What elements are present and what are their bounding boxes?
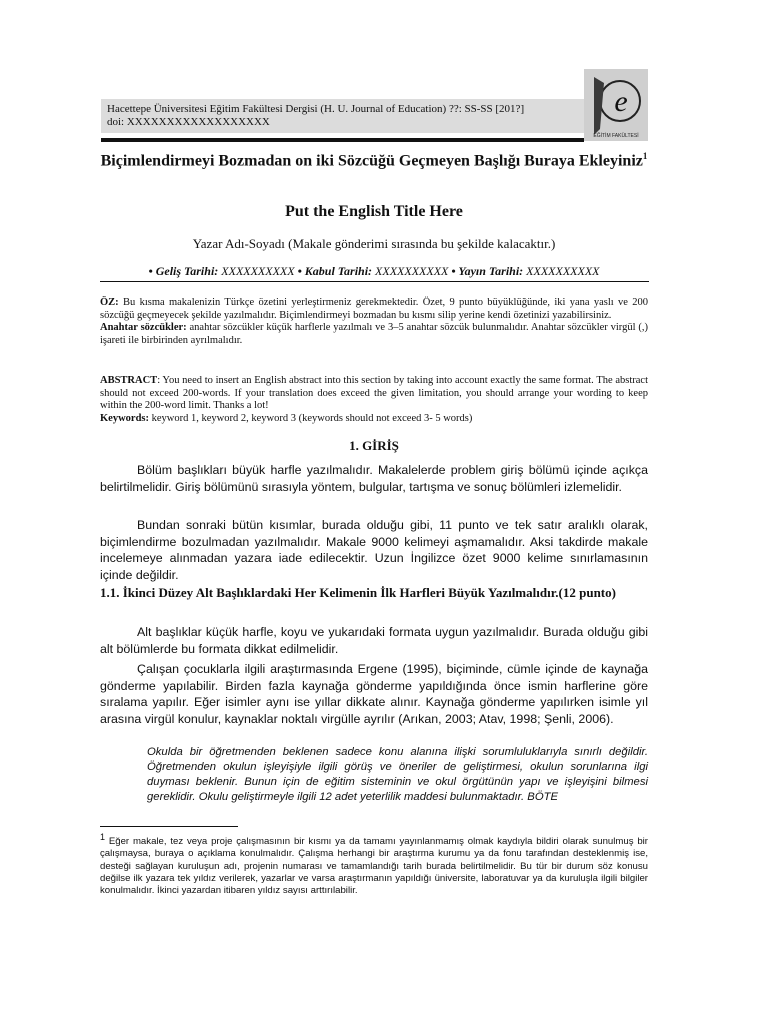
abstract-block bbox=[100, 375, 648, 425]
journal-line: Hacettepe Üniversitesi Eğitim Fakültesi Dergisi (H. U. Journal of Education) ??: SS-SS [201?] bbox=[107, 103, 525, 115]
logo-text: EĞİTİM FAKÜLTESİ bbox=[593, 133, 639, 139]
oz-label: ÖZ: bbox=[100, 297, 119, 308]
author-line: Yazar Adı-Soyadı (Makale gönderimi sırasında bu şekilde kalacaktır.) bbox=[192, 236, 556, 251]
oz-block bbox=[100, 297, 648, 347]
journal-logo bbox=[584, 69, 648, 141]
paragraph: Bundan sonraki bütün kısımlar, burada olduğu gibi, 11 punto ve tek satır aralıklı olarak, biçimlendirme bozulmadan yazılmalıdır. Makale 9000 kelimeyi aşmamalıdır. Aksi takdirde makale incelemeye alınmadan yazara iade edilecektir. Uzun İngilizce özet 9000 kelime sınırlamasının içinde değildir. bbox=[100, 518, 648, 582]
footnote-rule bbox=[100, 826, 238, 827]
oz-text: Bu kısma makalenizin Türkçe özetini yerleştirmeniz gerekmektedir. Özet, 9 punto büyüklüğünde, iki yana yaslı ve 200 sözcüğü geçmeyecek şekilde yazılmalıdır. Biçimlendirmeyi bozmadan bu kısmı silip yerine kendi özetinizi yazabilirsiniz. bbox=[100, 297, 648, 321]
keywords-label: Keywords: bbox=[100, 412, 149, 424]
title-tr-text: Biçimlendirmeyi Bozmadan on iki Sözcüğü Geçmeyen Başlığı Buraya Ekleyiniz bbox=[100, 152, 643, 170]
accepted-label: Kabul Tarihi: bbox=[304, 264, 373, 278]
doi-line: doi: XXXXXXXXXXXXXXXXXX bbox=[107, 116, 270, 128]
abstract-text: : You need to insert an English abstract into this section by taking into account exactly the same format. The abstract should not exceed 200-words. If your translation does exceed the given limitation, you should arrange your wording to keep within the 200-word limit. Thanks a lot! bbox=[100, 375, 648, 411]
title-turkish bbox=[100, 146, 648, 171]
title-english: Put the English Title Here bbox=[285, 203, 463, 220]
section-heading-giris: 1. GİRİŞ bbox=[349, 438, 399, 453]
subsection-heading: 1.1. İkinci Düzey Alt Başlıklardaki Her Kelimenin İlk Harfleri Büyük Yazılmalıdır.(12 punto) bbox=[100, 585, 616, 600]
dates-line: • Geliş Tarihi: XXXXXXXXXX • Kabul Tarihi: XXXXXXXXXX • Yayın Tarihi: XXXXXXXXXX bbox=[148, 264, 600, 278]
logo-letter: e bbox=[614, 85, 628, 118]
footnote bbox=[100, 831, 648, 897]
footnote-text: Eğer makale, tez veya proje çalışmasının bir kısmı ya da tamamı yayınlanmamış olmak kaydıyla bildiri olarak sunulmuş bir çalışmaysa, buraya o açıklama konulmalıdır. Çalışma herhangi bir araştırma kurumu ya da fonu tarafından desteklenmiş ise, desteği sağlayan kuruluşun adı, projenin numarası ve tamamlandığı tarih burada belirtilmelidir. Bu tür bir durum söz konusu değilse ilk yazara tek yıldız verilerek, yazarlar ve varsa araştırmanın yapıldığı üniversite, laboratuvar ya da kuruluşla ilgili bilgiler konulmalıdır. İkinci yazardan itibaren yıldız sayısı arttırılabilir. bbox=[100, 836, 648, 896]
accepted-value: XXXXXXXXXX bbox=[375, 264, 449, 278]
journal-header bbox=[101, 99, 584, 133]
dates-rule bbox=[100, 281, 649, 282]
logo-emblem-icon bbox=[584, 69, 648, 141]
published-value: XXXXXXXXXX bbox=[526, 264, 600, 278]
paragraph: Bölüm başlıkları büyük harfle yazılmalıdır. Makalelerde problem giriş bölümü içinde açıkça belirtilmelidir. Giriş bölümünü sırasıyla yöntem, bulgular, tartışma ve sonuç bölümleri izlemelidir. bbox=[100, 463, 648, 494]
paragraph: Çalışan çocuklarla ilgili araştırmasında Ergene (1995), biçiminde, cümle içinde de kaynağa gönderme yapılabilir. Birden fazla kaynağa gönderme yapıldığında önce ismin harflerine göre sıralama yapılır. Eğer isimler aynı ise yıllar dikkate alınır. Kaynağa gönderme yapılırken isimle yıl arasına virgül konulur, kaynaklar noktalı virgülle ayrılır (Arıkan, 2003; Atav, 1998; Şenli, 2006). bbox=[100, 662, 648, 726]
anahtar-text: anahtar sözcükler küçük harflerle yazılmalı ve 3–5 anahtar sözcük bulunmalıdır. Anahtar sözcükler virgül (,) işareti ile birbirinden ayrılmalıdır. bbox=[100, 322, 648, 346]
keywords-text: keyword 1, keyword 2, keyword 3 (keywords should not exceed 3- 5 words) bbox=[149, 412, 473, 424]
received-label: Geliş Tarihi: bbox=[155, 264, 219, 278]
anahtar-label: Anahtar sözcükler: bbox=[100, 322, 187, 333]
block-quote: Okulda bir öğretmenden beklenen sadece konu alanına ilişki sorumluluklarıyla sınırlı değildir. Öğretmenden okulun işleyişiyle ilgili görüş ve öneriler de geliştirmesi, okulun sorunlarına ilgi duyması beklenir. Bunun için de eğitim sisteminin ve okul örgütünün yapı ve işleyişini bilmesi gereklidir. Okulu geliştirmeyle ilgili 12 adet yeterlilik maddesi bulunmaktadır. BÖTE bbox=[147, 746, 648, 803]
received-value: XXXXXXXXXX bbox=[221, 264, 295, 278]
title-footnote-mark: 1 bbox=[642, 151, 648, 161]
abstract-label: ABSTRACT bbox=[100, 375, 158, 386]
paragraph: Alt başlıklar küçük harfle, koyu ve yukarıdaki formata uygun yazılmalıdır. Burada olduğu gibi alt bölümlerde bu formata dikkat edilmelidir. bbox=[100, 625, 648, 656]
published-label: Yayın Tarihi: bbox=[458, 264, 524, 278]
header-rule bbox=[101, 138, 584, 142]
footnote-number: 1 bbox=[100, 832, 106, 842]
